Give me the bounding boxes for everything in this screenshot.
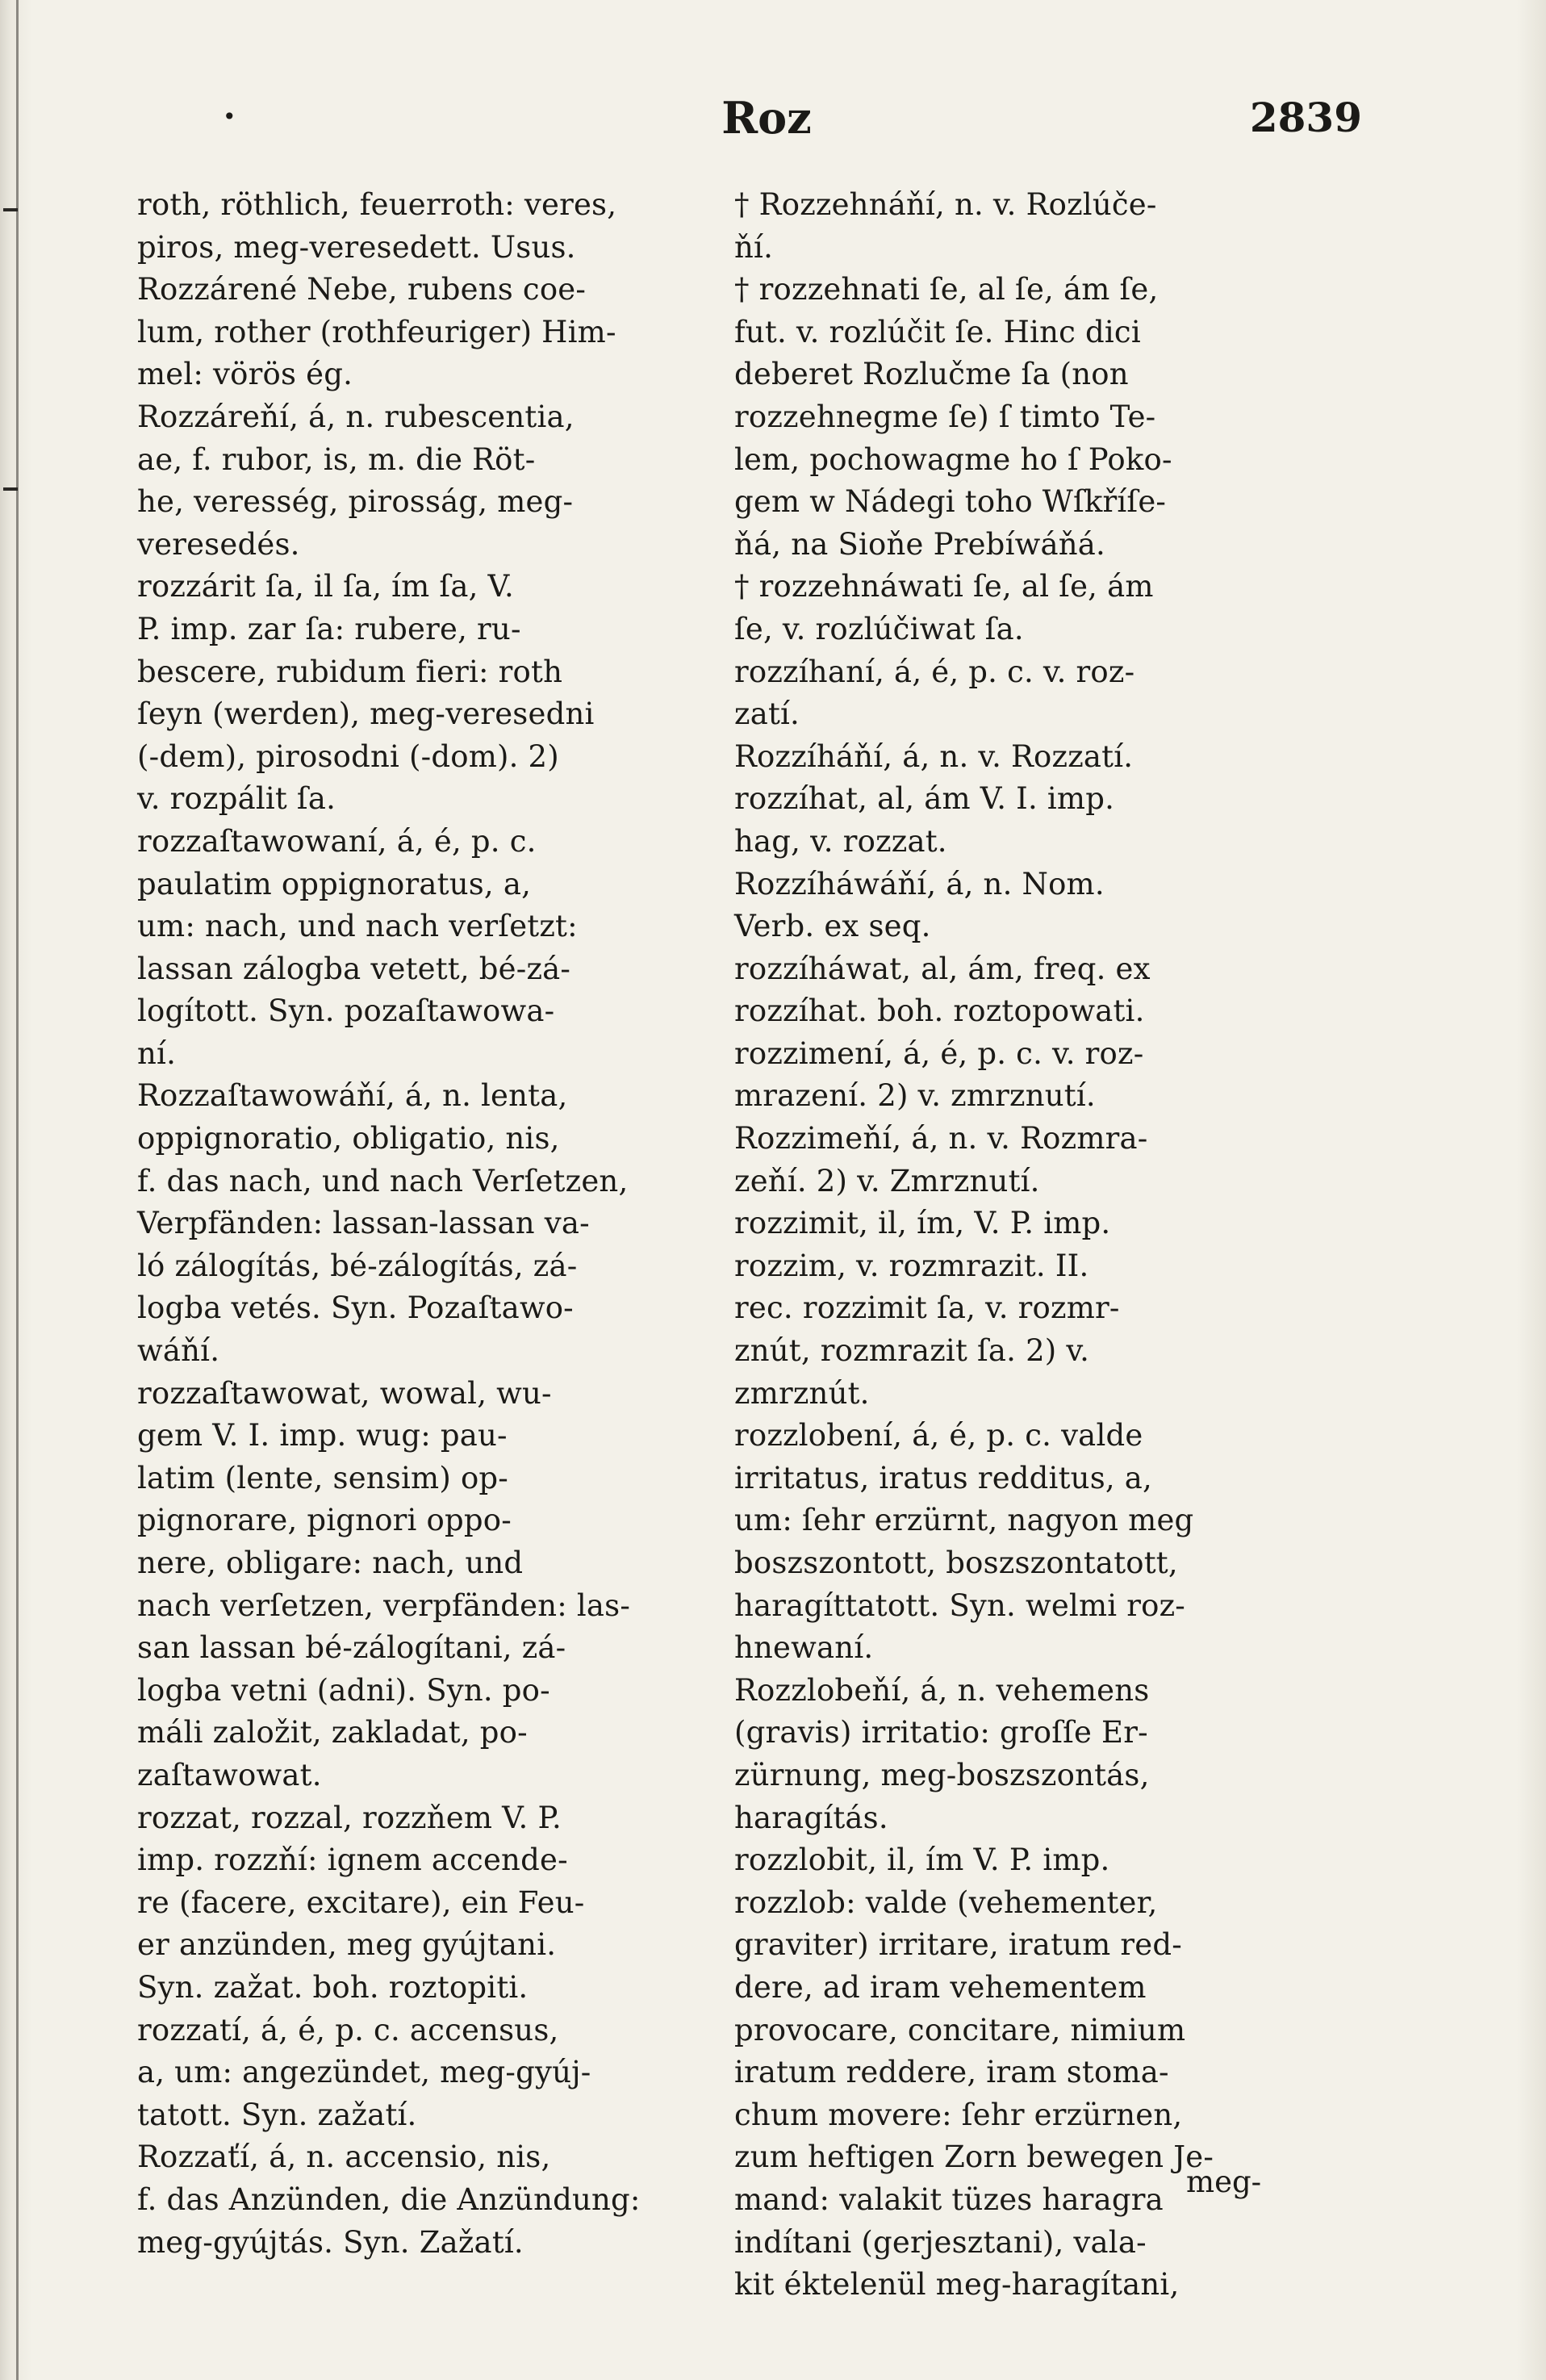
text-line: rozzaſtawowaní, á, é, p. c. bbox=[137, 823, 537, 859]
text-line: fut. v. rozlúčit ſe. Hinc dici bbox=[734, 314, 1141, 349]
text-line: ae, f. rubor, is, m. die Röt- bbox=[137, 441, 536, 477]
text-line: rozzimení, á, é, p. c. v. roz- bbox=[734, 1035, 1144, 1071]
text-line: rozzaſtawowat, wowal, wu- bbox=[137, 1375, 552, 1411]
text-line: (gravis) irritatio: groſſe Er- bbox=[734, 1715, 1148, 1750]
text-line: ſeyn (werden), meg-veresedni bbox=[137, 696, 595, 732]
text-line: nere, obligare: nach, und bbox=[137, 1546, 524, 1580]
text-line: he, veresség, pirosság, meg- bbox=[137, 484, 574, 520]
text-line: veresedés. bbox=[137, 526, 300, 562]
text-line: zmrznút. bbox=[734, 1375, 870, 1411]
text-line: Rozzíháwáňí, á, n. Nom. bbox=[734, 866, 1105, 901]
text-line: gem w Nádegi toho Wſkříſe- bbox=[734, 484, 1167, 520]
text-line: ló zálogítás, bé-zálogítás, zá- bbox=[137, 1248, 578, 1283]
left-column bbox=[137, 184, 734, 2264]
text-line: deberet Rozlučme ſa (non bbox=[734, 357, 1129, 392]
text-line: haragítás. bbox=[734, 1800, 888, 1835]
text-line: Rozzlobeňí, á, n. vehemens bbox=[734, 1672, 1150, 1708]
text-line: er anzünden, meg gyújtani. bbox=[137, 1927, 557, 1963]
text-line: tatott. Syn. zažatí. bbox=[137, 2097, 417, 2132]
text-line: wáňí. bbox=[137, 1333, 220, 1369]
text-line: paulatim oppignoratus, a, bbox=[137, 866, 532, 901]
text-line: zatí. bbox=[734, 696, 800, 732]
text-line: mand: valakit tüzes haragra bbox=[734, 2181, 1164, 2217]
text-line: meg-gyújtás. Syn. Zažatí. bbox=[137, 2224, 524, 2260]
text-line: rec. rozzimit ſa, v. rozmr- bbox=[734, 1290, 1120, 1326]
text-line: bescere, rubidum fieri: roth bbox=[137, 654, 563, 689]
text-line: rozzlobit, il, ím V. P. imp. bbox=[734, 1843, 1110, 1878]
text-line: a, um: angezündet, meg-gyúj- bbox=[137, 2055, 591, 2090]
catchword: meg- bbox=[1186, 2165, 1262, 2199]
text-line: haragíttatott. Syn. welmi roz- bbox=[734, 1587, 1185, 1623]
text-line: oppignoratio, obligatio, nis, bbox=[137, 1121, 560, 1157]
text-line: rozzat, rozzal, rozzňem V. P. bbox=[137, 1800, 562, 1835]
text-line: Rozzáreňí, á, n. rubescentia, bbox=[137, 399, 575, 434]
text-line: san lassan bé-zálogítani, zá- bbox=[137, 1630, 566, 1666]
text-line: Rozzárené Nebe, rubens coe- bbox=[137, 272, 587, 307]
text-line: lum, rother (rothfeuriger) Him- bbox=[137, 314, 616, 349]
text-line: zeňí. 2) v. Zmrznutí. bbox=[734, 1163, 1040, 1198]
text-line: lem, pochowagme ho ſ Poko- bbox=[734, 441, 1172, 477]
text-line: re (facere, excitare), ein Feu- bbox=[137, 1884, 585, 1920]
text-line: P. imp. zar ſa: rubere, ru- bbox=[137, 611, 521, 646]
text-line: rozzim, v. rozmrazit. II. bbox=[734, 1248, 1089, 1283]
text-line: Rozzimeňí, á, n. v. Rozmra- bbox=[734, 1121, 1148, 1157]
text-line: rozzíhaní, á, é, p. c. v. roz- bbox=[734, 654, 1135, 689]
text-line: (-dem), pirosodni (-dom). 2) bbox=[137, 738, 559, 774]
text-line: máli založit, zakladat, po- bbox=[137, 1715, 528, 1750]
text-line: logított. Syn. pozaſtawowa- bbox=[137, 993, 555, 1029]
text-line: hag, v. rozzat. bbox=[734, 823, 947, 859]
text-line: rozzíháwat, al, ám, freq. ex bbox=[734, 951, 1151, 986]
text-line: ní. bbox=[137, 1035, 177, 1071]
text-line: nach verſetzen, verpfänden: las- bbox=[137, 1587, 631, 1623]
text-line: zürnung, meg-boszszontás, bbox=[734, 1757, 1150, 1792]
text-line: mrazení. 2) v. zmrznutí. bbox=[734, 1078, 1096, 1114]
text-line: f. das nach, und nach Verſetzen, bbox=[137, 1163, 629, 1198]
text-line: rozzehnegme ſe) ſ timto Te- bbox=[734, 399, 1156, 434]
text-line: Verb. ex seq. bbox=[734, 909, 931, 944]
text-line: Rozzíháňí, á, n. v. Rozzatí. bbox=[734, 738, 1134, 774]
text-line: iratum reddere, iram stoma- bbox=[734, 2055, 1169, 2090]
text-line: um: ſehr erzürnt, nagyon meg bbox=[734, 1503, 1194, 1538]
text-line: rozzatí, á, é, p. c. accensus, bbox=[137, 2012, 559, 2047]
text-line: mel: vörös ég. bbox=[137, 357, 353, 392]
text-line: lassan zálogba vetett, bé-zá- bbox=[137, 951, 571, 986]
text-line: Rozzaſtawowáňí, á, n. lenta, bbox=[137, 1078, 568, 1114]
text-line: graviter) irritare, iratum red- bbox=[734, 1927, 1182, 1963]
text-line: indítani (gerjesztani), vala- bbox=[734, 2224, 1147, 2260]
text-line: ſe, v. rozlúčiwat ſa. bbox=[734, 611, 1024, 646]
text-line: gem V. I. imp. wug: pau- bbox=[137, 1418, 508, 1454]
text-line: kit éktelenül meg-haragítani, bbox=[734, 2267, 1180, 2303]
text-line: Rozzaťí, á, n. accensio, nis, bbox=[137, 2139, 551, 2175]
text-line: provocare, concitare, nimium bbox=[734, 2012, 1186, 2047]
page-number: 2839 bbox=[1249, 94, 1362, 141]
right-column bbox=[734, 184, 1323, 2307]
text-line: chum movere: ſehr erzürnen, bbox=[734, 2097, 1183, 2132]
text-line: dere, ad iram vehementem bbox=[734, 1969, 1147, 2005]
edge-tick-mark bbox=[3, 487, 18, 491]
text-line: rozzlobení, á, é, p. c. valde bbox=[734, 1418, 1143, 1454]
text-line: † rozzehnáwati ſe, al ſe, ám bbox=[734, 569, 1154, 604]
text-line: Syn. zažat. boh. roztopiti. bbox=[137, 1969, 529, 2005]
text-line: ňí. bbox=[734, 229, 774, 265]
edge-tick-mark bbox=[3, 208, 18, 211]
text-line: latim (lente, sensim) op- bbox=[137, 1460, 509, 1495]
text-line: rozzíhat. boh. roztopowati. bbox=[734, 993, 1145, 1029]
text-line: piros, meg-veresedett. Usus. bbox=[137, 229, 576, 265]
text-line: logba vetés. Syn. Pozaſtawo- bbox=[137, 1290, 574, 1326]
running-head: Roz bbox=[721, 92, 812, 144]
text-line: pignorare, pignori oppo- bbox=[137, 1503, 512, 1538]
text-line: um: nach, und nach verſetzt: bbox=[137, 909, 578, 944]
text-line: zaſtawowat. bbox=[137, 1757, 322, 1792]
text-line: zum heftigen Zorn bewegen Je- bbox=[734, 2139, 1214, 2175]
page-header bbox=[0, 87, 1546, 160]
text-line: boszszontott, boszszontatott, bbox=[734, 1546, 1178, 1580]
text-line: hnewaní. bbox=[734, 1630, 874, 1666]
text-line: rozzárit ſa, il ſa, ím ſa, V. bbox=[137, 569, 514, 604]
text-line: Verpfänden: lassan-lassan va- bbox=[137, 1206, 590, 1241]
text-line: f. das Anzünden, die Anzündung: bbox=[137, 2181, 641, 2217]
page-edge-line bbox=[16, 0, 19, 2380]
text-line: rozzlob: valde (vehementer, bbox=[734, 1884, 1158, 1920]
text-line: roth, röthlich, feuerroth: veres, bbox=[137, 187, 617, 222]
text-line: rozzimit, il, ím, V. P. imp. bbox=[734, 1206, 1111, 1241]
text-line: † rozzehnati ſe, al ſe, ám ſe, bbox=[734, 272, 1159, 307]
text-line: znút, rozmrazit ſa. 2) v. bbox=[734, 1333, 1090, 1369]
text-line: rozzíhat, al, ám V. I. imp. bbox=[734, 781, 1115, 817]
text-line: irritatus, iratus redditus, a, bbox=[734, 1460, 1153, 1495]
text-line: logba vetni (adni). Syn. po- bbox=[137, 1672, 550, 1708]
text-line: v. rozpálit ſa. bbox=[137, 781, 336, 817]
text-line: † Rozzehnáňí, n. v. Rozlúče- bbox=[734, 187, 1157, 222]
header-bullet: • bbox=[223, 103, 236, 130]
text-line: imp. rozzňí: ignem accende- bbox=[137, 1843, 568, 1878]
text-line: ňá, na Sioňe Prebíwáňá. bbox=[734, 526, 1105, 562]
